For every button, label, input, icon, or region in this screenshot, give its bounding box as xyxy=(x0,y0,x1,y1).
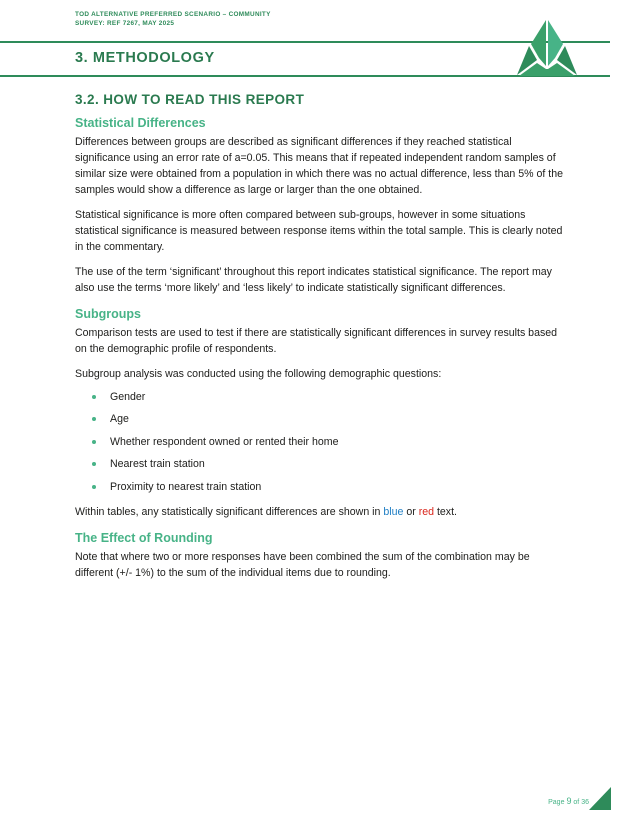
statistical-paragraph-2: Statistical significance is more often compared between sub-groups, however in some situations statistical significance is measured between response items within the total sample. This is clearly noted in the commentary. xyxy=(75,209,563,253)
corner-triangle-icon xyxy=(589,787,611,810)
document-header xyxy=(75,11,271,28)
header-line-2: SURVEY: REF 7267, MAY 2025 xyxy=(75,19,175,27)
tables-note-text: text. xyxy=(434,505,457,518)
of-label: of xyxy=(573,799,580,806)
report-content xyxy=(75,92,565,581)
list-item: Gender xyxy=(75,389,565,405)
subsection-heading: 3.2. HOW TO READ THIS REPORT xyxy=(75,92,305,107)
total-pages: 36 xyxy=(581,799,589,806)
statistical-paragraph-3: The use of the term ‘significant’ throughout this report indicates statistical significance. The report may also use the terms ‘more likely’ and ‘less likely’ to indicate statistically significant differences. xyxy=(75,266,552,294)
statistical-paragraph-1: Differences between groups are described as significant differences if they reached statistical significance using an error rate of a=0.05. This means that if repeated independent random samples of similar size were obtained from a population in which there was no actual difference, less than 5% of the samples would show a difference as large or larger than the one obtained. xyxy=(75,136,563,196)
subgroups-paragraph-2: Subgroup analysis was conducted using the following demographic questions: xyxy=(75,368,442,380)
statistical-differences-heading: Statistical Differences xyxy=(75,116,206,130)
subgroups-paragraph-1: Comparison tests are used to test if there are statistically significant differences in survey results based on the demographic profile of respondents. xyxy=(75,327,558,355)
rounding-paragraph: Note that where two or more responses have been combined the sum of the combination may be different (+/- 1%) to the sum of the individual items due to rounding. xyxy=(75,550,530,579)
tables-note-text: Within tables, any statistically significant differences are shown in xyxy=(75,505,384,518)
header-line-1: TOD ALTERNATIVE PREFERRED SCENARIO – COMMUNITY xyxy=(75,11,271,18)
list-item: Nearest train station xyxy=(75,456,565,472)
brand-mountain-logo-icon xyxy=(515,18,579,78)
tables-note-text: or xyxy=(403,505,419,518)
rounding-heading: The Effect of Rounding xyxy=(75,530,213,545)
blue-highlight-word: blue xyxy=(383,505,404,518)
list-item: Proximity to nearest train station xyxy=(75,479,565,495)
list-item: Whether respondent owned or rented their home xyxy=(75,434,565,450)
demographic-list xyxy=(75,389,565,495)
page-label: Page xyxy=(548,799,565,806)
section-title: 3. METHODOLOGY xyxy=(75,50,215,66)
page-number xyxy=(548,796,589,806)
tables-note xyxy=(75,504,565,520)
red-highlight-word: red xyxy=(418,505,435,518)
current-page: 9 xyxy=(566,796,572,806)
subgroups-heading: Subgroups xyxy=(75,307,141,321)
list-item: Age xyxy=(75,411,565,427)
